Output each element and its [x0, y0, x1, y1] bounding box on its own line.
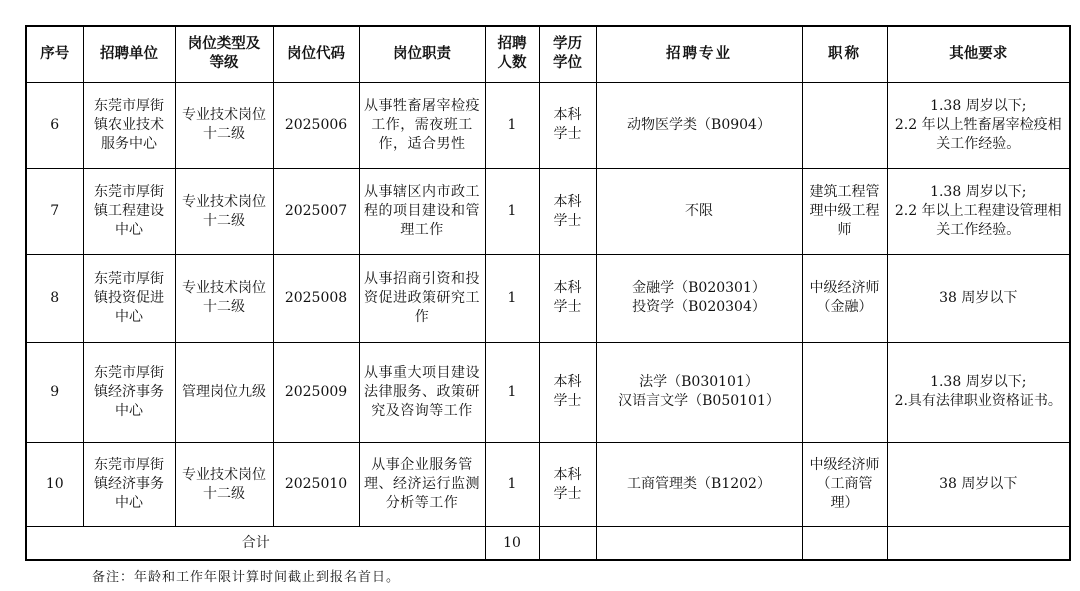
cell-title: [802, 342, 887, 442]
cell-seq: 9: [26, 342, 83, 442]
cell-unit: 东莞市厚街镇经济事务中心: [83, 342, 175, 442]
cell-duty: 从事重大项目建设法律服务、政策研究及咨询等工作: [359, 342, 485, 442]
cell-major: 法学（B030101） 汉语言文学（B050101）: [596, 342, 802, 442]
cell-title: [802, 82, 887, 168]
cell-edu: 本科 学士: [539, 442, 596, 526]
total-row: [26, 527, 1070, 560]
total-count: 10: [485, 527, 539, 560]
table-row: [26, 168, 1070, 254]
header-edu: 学历 学位: [539, 26, 596, 82]
cell-edu: 本科 学士: [539, 342, 596, 442]
header-major: 招聘专业: [596, 26, 802, 82]
table-header-row: [26, 26, 1070, 82]
table-row: [26, 342, 1070, 442]
cell-major: 金融学（B020301） 投资学（B020304）: [596, 255, 802, 342]
header-unit: 招聘单位: [83, 26, 175, 82]
cell-seq: 10: [26, 442, 83, 526]
total-empty: [887, 527, 1070, 560]
cell-post-code: 2025006: [273, 82, 359, 168]
cell-post-code: 2025009: [273, 342, 359, 442]
cell-duty: 从事牲畜屠宰检疫工作，需夜班工作，适合男性: [359, 82, 485, 168]
table-row: [26, 442, 1070, 526]
cell-duty: 从事辖区内市政工程的项目建设和管理工作: [359, 168, 485, 254]
cell-title: 中级经济师（金融）: [802, 255, 887, 342]
footnote: 备注：年龄和工作年限计算时间截止到报名首日。: [92, 570, 401, 585]
cell-count: 1: [485, 82, 539, 168]
cell-post-type: 专业技术岗位十二级: [175, 442, 273, 526]
cell-duty: 从事企业服务管理、经济运行监测分析等工作: [359, 442, 485, 526]
cell-major: 工商管理类（B1202）: [596, 442, 802, 526]
cell-title: 中级经济师（工商管理）: [802, 442, 887, 526]
cell-count: 1: [485, 342, 539, 442]
cell-unit: 东莞市厚街镇经济事务中心: [83, 442, 175, 526]
cell-post-type: 管理岗位九级: [175, 342, 273, 442]
cell-count: 1: [485, 442, 539, 526]
cell-count: 1: [485, 168, 539, 254]
cell-other: 1.38 周岁以下; 2.2 年以上牲畜屠宰检疫相关工作经验。: [887, 82, 1070, 168]
cell-unit: 东莞市厚街镇农业技术服务中心: [83, 82, 175, 168]
table-row: [26, 82, 1070, 168]
total-empty: [539, 527, 596, 560]
cell-other: 1.38 周岁以下; 2.具有法律职业资格证书。: [887, 342, 1070, 442]
recruitment-table: [25, 25, 1071, 561]
cell-seq: 8: [26, 255, 83, 342]
cell-edu: 本科 学士: [539, 168, 596, 254]
header-duty: 岗位职责: [359, 26, 485, 82]
cell-count: 1: [485, 255, 539, 342]
cell-title: 建筑工程管理中级工程师: [802, 168, 887, 254]
header-title: 职称: [802, 26, 887, 82]
header-other: 其他要求: [887, 26, 1070, 82]
cell-duty: 从事招商引资和投资促进政策研究工作: [359, 255, 485, 342]
cell-post-type: 专业技术岗位十二级: [175, 168, 273, 254]
total-empty: [802, 527, 887, 560]
cell-major: 动物医学类（B0904）: [596, 82, 802, 168]
cell-major: 不限: [596, 168, 802, 254]
cell-unit: 东莞市厚街镇投资促进中心: [83, 255, 175, 342]
header-seq: 序号: [26, 26, 83, 82]
cell-other: 38 周岁以下: [887, 255, 1070, 342]
cell-post-type: 专业技术岗位十二级: [175, 255, 273, 342]
header-post-code: 岗位代码: [273, 26, 359, 82]
cell-post-type: 专业技术岗位十二级: [175, 82, 273, 168]
total-label: 合计: [26, 527, 485, 560]
cell-post-code: 2025007: [273, 168, 359, 254]
cell-seq: 6: [26, 82, 83, 168]
header-count: 招聘 人数: [485, 26, 539, 82]
cell-edu: 本科 学士: [539, 255, 596, 342]
table-row: [26, 255, 1070, 342]
cell-post-code: 2025008: [273, 255, 359, 342]
cell-edu: 本科 学士: [539, 82, 596, 168]
cell-other: 1.38 周岁以下; 2.2 年以上工程建设管理相关工作经验。: [887, 168, 1070, 254]
cell-unit: 东莞市厚街镇工程建设中心: [83, 168, 175, 254]
cell-other: 38 周岁以下: [887, 442, 1070, 526]
cell-seq: 7: [26, 168, 83, 254]
header-post-type: 岗位类型及 等级: [175, 26, 273, 82]
total-empty: [596, 527, 802, 560]
cell-post-code: 2025010: [273, 442, 359, 526]
